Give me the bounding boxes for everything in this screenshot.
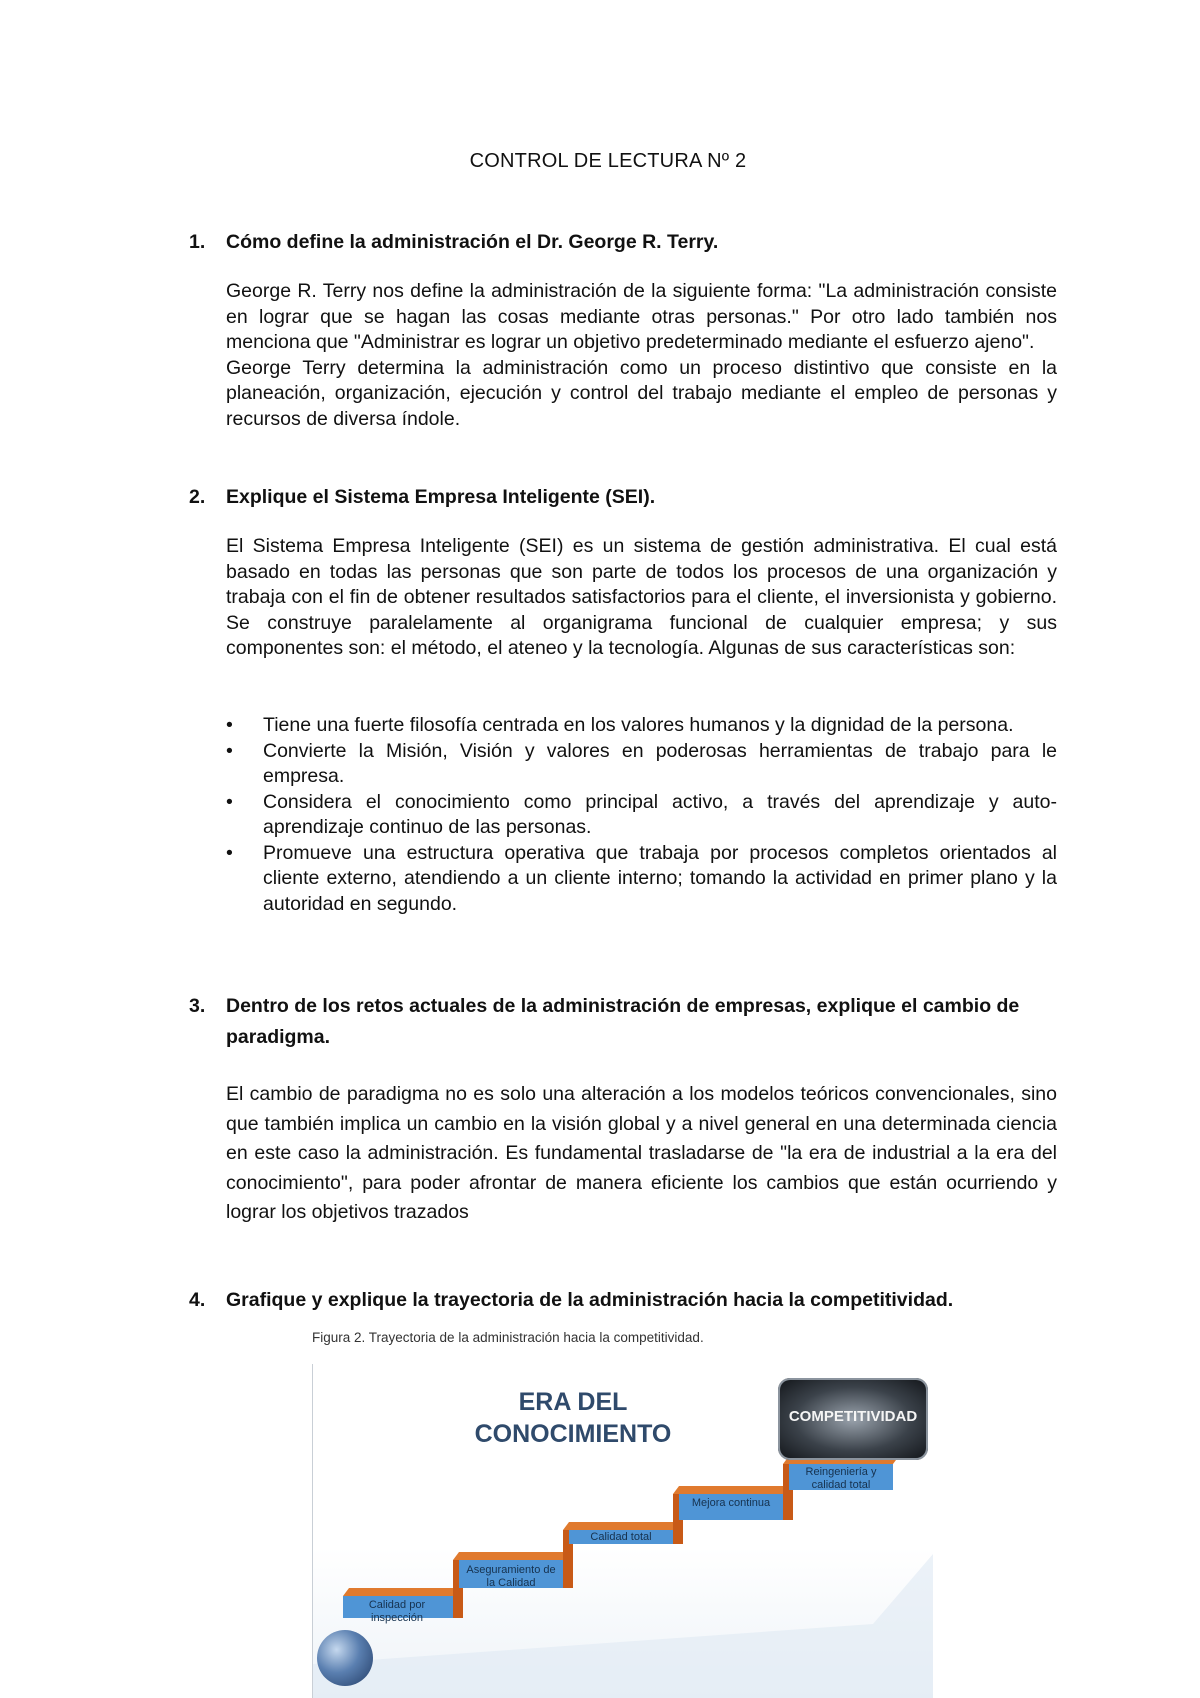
list-item — [226, 841, 1057, 918]
bullet-icon: • — [226, 714, 233, 736]
answer-paragraph: George R. Terry nos define la administración de la siguiente forma: "La administración consiste en lograr que se hagan las cosas mediante otras personas." Por otro lado también nos menciona que "Administrar es lograr un objetivo predeterminado mediante el esfuerzo ajeno". — [226, 280, 1057, 353]
list-item — [226, 790, 1057, 841]
competitividad-badge — [778, 1378, 928, 1460]
bullet-icon: • — [226, 739, 233, 762]
answer-3 — [226, 1080, 1057, 1228]
badge-label: COMPETITIVIDAD — [788, 1408, 918, 1425]
answer-1 — [226, 279, 1057, 432]
figure-caption: Figura 2. Trayectoria de la administración hacia la competitividad. — [312, 1330, 704, 1345]
era-title-line: ERA DEL — [518, 1388, 628, 1416]
answer-paragraph: El Sistema Empresa Inteligente (SEI) es un sistema de gestión administrativa. El cual está basado en todas las personas que son parte de todos los procesos de una organización y trabaja con el fin de obtener resultados satisfactorios para el cliente, el inversionista y gobierno. Se construye paralelamente al organigrama funcional de cualquier empresa; y sus componentes son: el método, el ateneo y la tecnología. Algunas de sus características son: — [226, 535, 1057, 659]
stair-top-4 — [673, 1486, 789, 1494]
globe-icon — [317, 1630, 373, 1686]
list-item-text: Tiene una fuerte filosofía centrada en los valores humanos y la dignidad de la persona. — [263, 714, 1014, 736]
bullet-icon: • — [226, 790, 233, 813]
stair-top-3 — [563, 1522, 679, 1530]
step-label-2: Aseguramiento de la Calidad — [466, 1564, 556, 1589]
question-number: 1. — [189, 231, 206, 253]
list-item-text: Considera el conocimiento como principal activo, a través del aprendizaje y auto- aprendizaje continuo de las personas. — [263, 790, 1057, 838]
step-label-1: Calidad por inspección — [368, 1599, 426, 1624]
list-item — [226, 713, 1057, 739]
question-number: 2. — [189, 486, 206, 508]
question-number: 3. — [189, 995, 206, 1017]
question-text: Explique el Sistema Empresa Inteligente (SEI). — [226, 486, 656, 508]
trajectory-figure — [312, 1364, 933, 1698]
stair-top-2 — [453, 1552, 569, 1560]
floor-shading — [313, 1554, 933, 1698]
list-item-text: Promueve una estructura operativa que trabaja por procesos completos orientados al cliente externo, atendiendo a un cliente interno; tomando la actividad en primer plano y la autoridad en segundo. — [263, 841, 1057, 915]
document-title: CONTROL DE LECTURA Nº 2 — [469, 150, 747, 172]
era-title-line: CONOCIMIENTO — [474, 1420, 672, 1448]
step-label-5: Reingeniería y calidad total — [805, 1466, 877, 1491]
answer-paragraph: George Terry determina la administración como un proceso distintivo que consiste en la planeación, organización, ejecución y control del trabajo mediante el empleo de personas y recursos de diversa índole. — [226, 356, 1057, 430]
stair-top-1 — [343, 1588, 459, 1596]
step-label-4: Mejora continua — [691, 1497, 771, 1509]
bullet-icon: • — [226, 841, 233, 864]
question-text: Cómo define la administración el Dr. George R. Terry. — [226, 231, 719, 253]
question-text: Grafique y explique la trayectoria de la administración hacia la competitividad. — [226, 1289, 954, 1311]
answer-2 — [226, 534, 1057, 662]
question-number: 4. — [189, 1289, 206, 1311]
era-title — [453, 1386, 693, 1450]
question-text: Dentro de los retos actuales de la administración de empresas, explique el cambio de paradigma. — [226, 995, 1020, 1048]
step-label-3: Calidad total — [590, 1531, 652, 1543]
answer-paragraph: El cambio de paradigma no es solo una alteración a los modelos teóricos convencionales, sino que también implica un cambio en la visión global y a nivel general en una determinada ciencia en este caso la administración. Es fundamental trasladarse de "la era de industrial a la era del conocimiento", para poder afrontar de manera eficiente los cambios que están ocurriendo y lograr los objetivos trazados — [226, 1083, 1057, 1223]
list-item-text: Convierte la Misión, Visión y valores en poderosas herramientas de trabajo para le empresa. — [263, 739, 1057, 787]
characteristics-list — [226, 713, 1057, 917]
list-item — [226, 739, 1057, 790]
